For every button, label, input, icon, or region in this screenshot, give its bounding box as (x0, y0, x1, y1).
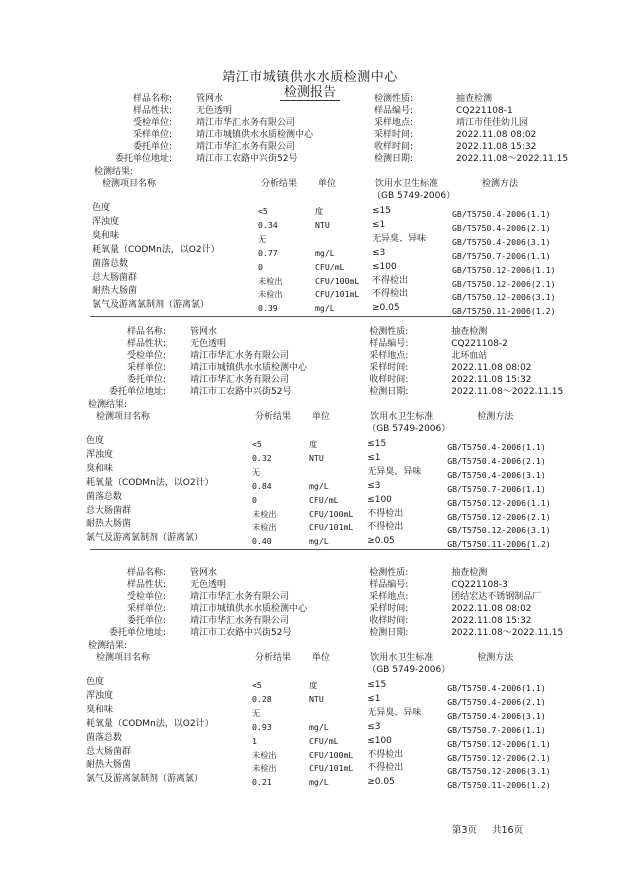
row-result: 未检出 (252, 749, 277, 760)
row-unit: CFU/101mL (315, 289, 360, 300)
row-standard: ≥0.05 (367, 777, 395, 788)
sampling-unit-value: 靖江市城镇供水水质检测中心 (190, 363, 308, 373)
row-result: 0.21 (252, 777, 272, 788)
row-standard: ≤15 (367, 439, 387, 449)
row-method: GB/T5750.12-2006(3.1) (452, 292, 556, 303)
results-label: 检测结果: (88, 400, 128, 410)
row-result: 无 (252, 466, 261, 477)
sampling-site-label: 采样地点: (369, 592, 409, 602)
receive-time-value: 2022.11.08 15:32 (451, 375, 532, 385)
col-result-header: 分析结果 (261, 179, 298, 189)
section-divider (90, 316, 530, 317)
row-result: 0.93 (252, 721, 272, 732)
test-nature-label: 检测性质: (369, 327, 409, 337)
sample-property-value: 无色透明 (190, 339, 227, 349)
row-standard: ≤100 (367, 735, 392, 746)
row-unit: CFU/mL (315, 261, 345, 272)
row-item: 总大肠菌群 (92, 272, 138, 283)
inspected-unit-value: 靖江市华汇水务有限公司 (190, 351, 290, 361)
sampling-time-label: 采样时间: (369, 604, 409, 614)
inspected-unit-value: 靖江市华汇水务有限公司 (190, 592, 290, 602)
sampling-site-value: 团结宏达不锈钢制品厂 (451, 592, 542, 602)
row-item: 耐热大肠菌 (86, 760, 132, 771)
test-date-label: 检测日期: (369, 387, 409, 397)
row-standard: ≥0.05 (367, 536, 395, 547)
sample-name-value: 管网水 (196, 94, 224, 104)
client-unit-value: 靖江市华汇水务有限公司 (190, 616, 290, 626)
sampling-site-label: 采样地点: (374, 118, 414, 128)
row-method: GB/T5750.4-2006(3.1) (452, 236, 551, 247)
row-item: 耐热大肠菌 (86, 519, 132, 530)
col-standard-ref: （GB 5749-2006） (367, 665, 451, 675)
row-method: GB/T5750.4-2006(3.1) (447, 469, 546, 480)
sample-name-label: 样品名称: (132, 94, 172, 104)
test-nature-value: 抽查检测 (451, 327, 488, 337)
page-number: 第3页 (452, 825, 478, 836)
row-unit: NTU (309, 693, 324, 704)
row-result: 无 (252, 707, 261, 718)
row-standard: ≤3 (367, 480, 381, 491)
row-standard: 不得检出 (372, 275, 409, 286)
sample-no-label: 样品编号: (369, 580, 409, 590)
receive-time-label: 收样时间: (374, 142, 414, 152)
sampling-site-value: 北环血站 (451, 351, 488, 361)
row-standard: ≤3 (367, 721, 381, 732)
row-result: 未检出 (258, 275, 283, 286)
sample-name-label: 样品名称: (126, 327, 166, 337)
row-item: 臭和味 (92, 230, 120, 241)
sampling-time-value: 2022.11.08 08:02 (456, 130, 537, 140)
row-method: GB/T5750.11-2006(1.2) (447, 539, 551, 550)
row-standard: ≤100 (367, 494, 392, 505)
col-unit-header: 单位 (312, 412, 331, 422)
row-standard: ≤15 (367, 680, 387, 690)
row-unit: mg/L (315, 303, 335, 314)
row-method: GB/T5750.12-2006(2.1) (452, 278, 556, 289)
sample-property-label: 样品性状: (126, 339, 166, 349)
col-method-header: 检测方法 (477, 412, 514, 422)
sample-property-label: 样品性状: (126, 580, 166, 590)
row-standard: ≤1 (367, 452, 381, 463)
col-unit-header: 单位 (318, 179, 337, 189)
row-unit: mg/L (309, 536, 329, 547)
sampling-unit-label: 采样单位: (126, 604, 166, 614)
sample-no-value: CQ221108-3 (451, 580, 508, 590)
sample-name-value: 管网水 (190, 327, 218, 337)
row-unit: CFU/mL (309, 735, 339, 746)
row-standard: ≤1 (372, 219, 386, 230)
row-result: 0.28 (252, 693, 272, 704)
client-address-label: 委托单位地址: (108, 387, 166, 397)
sample-no-value: CQ221108-1 (456, 106, 513, 116)
row-item: 臭和味 (86, 704, 114, 715)
row-unit: mg/L (315, 247, 335, 258)
row-method: GB/T5750.11-2006(1.2) (447, 780, 551, 791)
sample-no-value: CQ221108-2 (451, 339, 508, 349)
test-nature-label: 检测性质: (369, 568, 409, 578)
receive-time-label: 收样时间: (369, 375, 409, 385)
row-unit: mg/L (309, 480, 329, 491)
row-method: GB/T5750.12-2006(1.1) (447, 497, 551, 508)
row-unit: CFU/100mL (309, 508, 354, 519)
sample-name-label: 样品名称: (126, 568, 166, 578)
inspected-unit-label: 受检单位: (132, 118, 172, 128)
sample-no-label: 样品编号: (369, 339, 409, 349)
results-label: 检测结果: (94, 167, 134, 177)
row-result: 未检出 (252, 522, 277, 533)
row-method: GB/T5750.7-2006(1.1) (452, 250, 551, 261)
row-method: GB/T5750.12-2006(3.1) (447, 525, 551, 536)
row-method: GB/T5750.4-2006(2.1) (447, 455, 546, 466)
receive-time-value: 2022.11.08 15:32 (456, 142, 537, 152)
row-method: GB/T5750.7-2006(1.1) (447, 483, 546, 494)
row-result: 无 (258, 233, 267, 244)
client-address-value: 靖江市工农路中兴街52号 (190, 387, 292, 397)
row-standard: 不得检出 (367, 763, 404, 774)
row-unit: NTU (309, 452, 324, 463)
col-item-header: 检测项目名称 (96, 653, 151, 663)
row-result: 未检出 (252, 508, 277, 519)
row-item: 色度 (92, 203, 111, 213)
col-result-header: 分析结果 (255, 653, 292, 663)
client-unit-label: 委托单位: (126, 375, 166, 385)
report-title-text: 检测报告 (280, 85, 340, 101)
row-method: GB/T5750.12-2006(2.1) (447, 511, 551, 522)
row-method: GB/T5750.4-2006(1.1) (452, 209, 551, 219)
row-result: 0.77 (258, 247, 278, 258)
row-method: GB/T5750.12-2006(2.1) (447, 752, 551, 763)
col-result-header: 分析结果 (255, 412, 292, 422)
row-standard: 无异臭、异味 (372, 233, 427, 244)
row-standard: ≤1 (367, 693, 381, 704)
row-standard: 无异臭、异味 (367, 707, 422, 718)
col-standard-ref: （GB 5749-2006） (372, 191, 456, 201)
row-item: 色度 (86, 436, 105, 446)
row-result: 0 (258, 261, 263, 272)
col-item-header: 检测项目名称 (96, 412, 151, 422)
row-result: 0.32 (252, 452, 272, 463)
sample-name-value: 管网水 (190, 568, 218, 578)
sampling-time-label: 采样时间: (374, 130, 414, 140)
row-item: 浑浊度 (86, 449, 114, 460)
test-date-value: 2022.11.08～2022.11.15 (451, 628, 564, 638)
col-standard-header: 饮用水卫生标准 (375, 179, 439, 189)
row-standard: ≤100 (372, 261, 397, 272)
col-standard-header: 饮用水卫生标准 (370, 412, 434, 422)
inspected-unit-label: 受检单位: (126, 351, 166, 361)
row-result: 0.39 (258, 303, 278, 314)
col-method-header: 检测方法 (482, 179, 519, 189)
row-method: GB/T5750.4-2006(1.1) (447, 683, 546, 693)
row-item: 氯气及游离氯制剂（游离氯） (86, 774, 204, 785)
sampling-time-value: 2022.11.08 08:02 (451, 363, 532, 373)
row-item: 总大肠菌群 (86, 505, 132, 516)
client-address-value: 靖江市工农路中兴街52号 (190, 628, 292, 638)
row-method: GB/T5750.7-2006(1.1) (447, 724, 546, 735)
client-unit-value: 靖江市华汇水务有限公司 (190, 375, 290, 385)
receive-time-value: 2022.11.08 15:32 (451, 616, 532, 626)
row-standard: 无异臭、异味 (367, 466, 422, 477)
sample-property-value: 无色透明 (190, 580, 227, 590)
row-unit: CFU/100mL (309, 749, 354, 760)
row-result: 未检出 (252, 763, 277, 774)
row-standard: ≤3 (372, 247, 386, 258)
row-standard: 不得检出 (367, 508, 404, 519)
row-item: 耗氧量（CODMn法，以O2计） (92, 244, 220, 255)
row-result: <5 (258, 206, 268, 216)
row-item: 耗氧量（CODMn法，以O2计） (86, 718, 214, 729)
row-standard: 不得检出 (367, 522, 404, 533)
row-method: GB/T5750.4-2006(1.1) (447, 442, 546, 452)
test-nature-value: 抽查检测 (451, 568, 488, 578)
col-standard-ref: （GB 5749-2006） (367, 424, 451, 434)
row-item: 氯气及游离氯制剂（游离氯） (92, 300, 210, 311)
row-method: GB/T5750.11-2006(1.2) (452, 306, 556, 317)
sampling-site-value: 靖江市佳佳幼儿园 (456, 118, 529, 128)
row-standard: ≥0.05 (372, 303, 400, 314)
sampling-unit-value: 靖江市城镇供水水质检测中心 (196, 130, 314, 140)
test-date-label: 检测日期: (369, 628, 409, 638)
row-result: <5 (252, 439, 262, 449)
client-address-value: 靖江市工农路中兴街52号 (196, 154, 298, 164)
row-method: GB/T5750.12-2006(1.1) (452, 264, 556, 275)
sample-no-label: 样品编号: (374, 106, 414, 116)
sampling-unit-label: 采样单位: (126, 363, 166, 373)
row-unit: 度 (309, 439, 318, 449)
sample-property-label: 样品性状: (132, 106, 172, 116)
page-total: 共16页 (492, 825, 524, 836)
inspected-unit-label: 受检单位: (126, 592, 166, 602)
row-unit: CFU/101mL (309, 522, 354, 533)
row-method: GB/T5750.4-2006(2.1) (452, 222, 551, 233)
inspected-unit-value: 靖江市华汇水务有限公司 (196, 118, 296, 128)
row-unit: CFU/100mL (315, 275, 360, 286)
section-divider (90, 549, 530, 550)
row-item: 氯气及游离氯制剂（游离氯） (86, 533, 204, 544)
row-unit: CFU/101mL (309, 763, 354, 774)
test-date-value: 2022.11.08～2022.11.15 (451, 387, 564, 397)
row-unit: 度 (309, 680, 318, 690)
test-date-value: 2022.11.08～2022.11.15 (456, 154, 569, 164)
row-item: 总大肠菌群 (86, 746, 132, 757)
row-method: GB/T5750.12-2006(1.1) (447, 738, 551, 749)
org-title: 靖江市城镇供水水质检测中心 (222, 70, 398, 85)
row-item: 菌落总数 (86, 491, 123, 502)
client-unit-value: 靖江市华汇水务有限公司 (196, 142, 296, 152)
sampling-site-label: 采样地点: (369, 351, 409, 361)
col-item-header: 检测项目名称 (102, 179, 157, 189)
row-result: <5 (252, 680, 262, 690)
client-unit-label: 委托单位: (126, 616, 166, 626)
row-result: 1 (252, 735, 257, 746)
sampling-time-label: 采样时间: (369, 363, 409, 373)
row-result: 0.84 (252, 480, 272, 491)
sampling-unit-label: 采样单位: (132, 130, 172, 140)
client-address-label: 委托单位地址: (114, 154, 172, 164)
row-item: 色度 (86, 677, 105, 687)
sample-property-value: 无色透明 (196, 106, 233, 116)
receive-time-label: 收样时间: (369, 616, 409, 626)
row-standard: 不得检出 (367, 749, 404, 760)
sampling-time-value: 2022.11.08 08:02 (451, 604, 532, 614)
sampling-unit-value: 靖江市城镇供水水质检测中心 (190, 604, 308, 614)
test-nature-value: 抽查检测 (456, 94, 493, 104)
col-method-header: 检测方法 (477, 653, 514, 663)
row-item: 浑浊度 (86, 690, 114, 701)
row-result: 0 (252, 494, 257, 505)
row-item: 耗氧量（CODMn法，以O2计） (86, 477, 214, 488)
results-label: 检测结果: (88, 641, 128, 651)
row-item: 菌落总数 (86, 732, 123, 743)
client-address-label: 委托单位地址: (108, 628, 166, 638)
client-unit-label: 委托单位: (132, 142, 172, 152)
test-date-label: 检测日期: (374, 154, 414, 164)
row-unit: mg/L (309, 721, 329, 732)
row-method: GB/T5750.12-2006(3.1) (447, 766, 551, 777)
col-standard-header: 饮用水卫生标准 (370, 653, 434, 663)
row-item: 菌落总数 (92, 258, 129, 269)
row-unit: 度 (315, 206, 324, 216)
test-nature-label: 检测性质: (374, 94, 414, 104)
row-standard: 不得检出 (372, 289, 409, 300)
row-unit: mg/L (309, 777, 329, 788)
row-unit: NTU (315, 219, 330, 230)
row-method: GB/T5750.4-2006(3.1) (447, 710, 546, 721)
row-unit: CFU/mL (309, 494, 339, 505)
row-item: 臭和味 (86, 463, 114, 474)
col-unit-header: 单位 (312, 653, 331, 663)
row-item: 浑浊度 (92, 216, 120, 227)
row-standard: ≤15 (372, 206, 391, 216)
row-method: GB/T5750.4-2006(2.1) (447, 696, 546, 707)
row-result: 0.40 (252, 536, 272, 547)
row-item: 耐热大肠菌 (92, 286, 138, 297)
row-result: 未检出 (258, 289, 283, 300)
row-result: 0.34 (258, 219, 278, 230)
